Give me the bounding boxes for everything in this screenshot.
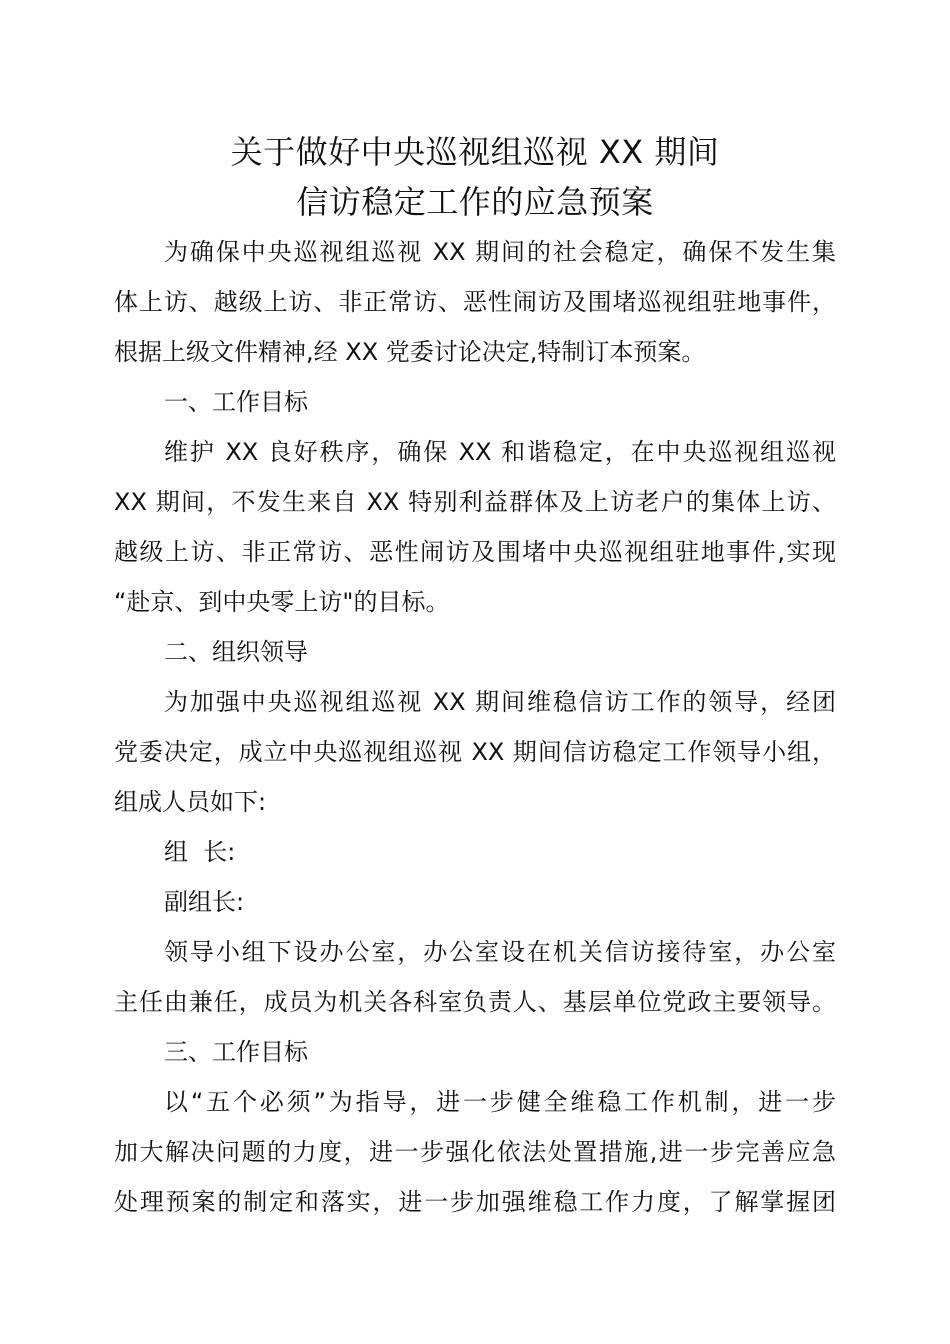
paragraph-line: 为确保中央巡视组巡视 XX 期间的社会稳定，确保不发生集 bbox=[164, 238, 836, 266]
paragraph-line: “赴京、到中央零上访"的目标。 bbox=[114, 588, 450, 616]
document-title-line-1: 关于做好中央巡视组巡视 XX 期间 bbox=[230, 133, 720, 171]
paragraph-line: XX 期间，不发生来自 XX 特别利益群体及上访老户的集体上访、 bbox=[114, 488, 836, 516]
section-heading: 二、组织领导 bbox=[164, 638, 308, 666]
paragraph-line: 处理预案的制定和落实，进一步加强维稳工作力度，了解掌握团 bbox=[114, 1188, 836, 1216]
paragraph-line: 党委决定，成立中央巡视组巡视 XX 期间信访稳定工作领导小组， bbox=[114, 738, 836, 766]
document-title-line-2: 信访稳定工作的应急预案 bbox=[296, 183, 654, 221]
deputy-leader-line: 副组长: bbox=[164, 888, 245, 916]
group-leader-line: 组 长: bbox=[164, 838, 236, 866]
paragraph-line: 为加强中央巡视组巡视 XX 期间维稳信访工作的领导，经团 bbox=[164, 688, 836, 716]
section-heading: 一、工作目标 bbox=[164, 388, 308, 416]
paragraph-line: 根据上级文件精神,经 XX 党委讨论决定,特制订本预案。 bbox=[114, 338, 706, 366]
paragraph-line: 体上访、越级上访、非正常访、恶性闹访及围堵巡视组驻地事件， bbox=[114, 288, 836, 316]
paragraph-line: 以“五个必须”为指导，进一步健全维稳工作机制，进一步 bbox=[164, 1088, 836, 1116]
paragraph-line: 越级上访、非正常访、恶性闹访及围堵中央巡视组驻地事件,实现 bbox=[114, 538, 836, 566]
section-heading: 三、工作目标 bbox=[164, 1038, 308, 1066]
paragraph-line: 领导小组下设办公室，办公室设在机关信访接待室，办公室 bbox=[164, 938, 836, 966]
paragraph-line: 组成人员如下: bbox=[114, 788, 267, 816]
paragraph-line: 加大解决问题的力度，进一步强化依法处置措施,进一步完善应急 bbox=[114, 1138, 836, 1166]
paragraph-line: 主任由兼任，成员为机关各科室负责人、基层单位党政主要领导。 bbox=[114, 988, 836, 1016]
paragraph-line: 维护 XX 良好秩序，确保 XX 和谐稳定，在中央巡视组巡视 bbox=[164, 438, 836, 466]
